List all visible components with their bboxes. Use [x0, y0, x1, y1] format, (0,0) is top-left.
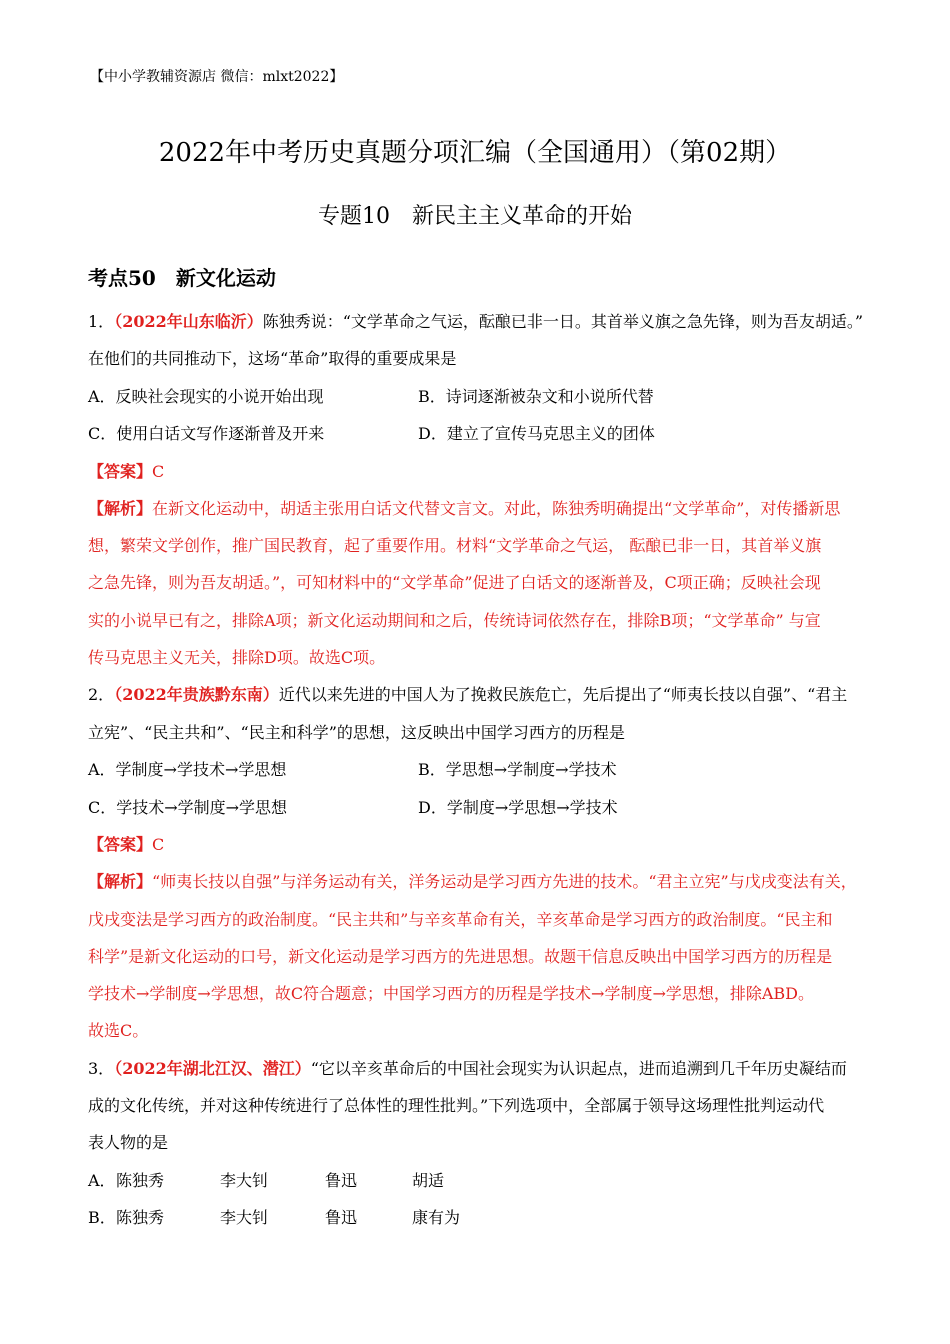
- q3-option-b-name: 陈独秀: [116, 1208, 165, 1227]
- q2-analysis-label: 【解析】: [88, 872, 153, 891]
- q2-option-d: D．学制度→学思想→学技术: [418, 798, 618, 817]
- q1-stem-text: 陈独秀说：“文学革命之气运，酝酿已非一日。其首举义旗之急先锋，则为吾友胡适。”: [262, 312, 864, 331]
- q2-option-b: B．学思想→学制度→学技术: [418, 760, 617, 779]
- q3-option-b-name: 李大钊: [220, 1208, 269, 1227]
- q3-option-a-name: 胡适: [412, 1171, 445, 1190]
- q1-analysis-line-1: [88, 496, 840, 519]
- q2-source: （2022年贵族黔东南）: [114, 685, 279, 704]
- q2-answer-label: 【答案】: [88, 835, 153, 854]
- q1-stem-line-1: [88, 309, 863, 332]
- q1-analysis-line-4: 实的小说早已有之，排除A项；新文化运动期间和之后，传统诗词依然存在，排除B项；“文学革命” 与宣: [88, 611, 821, 630]
- q3-stem-line-1: [88, 1056, 847, 1079]
- q2-option-a: A．学制度→学技术→学思想: [88, 760, 287, 779]
- header-tag: 【中小学教辅资源店 微信：mlxt2022】: [90, 69, 344, 85]
- q1-number: 1．: [88, 312, 115, 331]
- q1-option-d: D．建立了宣传马克思主义的团体: [418, 424, 655, 443]
- q2-analysis-line-4: 学技术→学制度→学思想，故C符合题意；中国学习西方的历程是学技术→学制度→学思想，排除ABD。: [88, 984, 815, 1003]
- q1-answer-value: C: [152, 462, 165, 481]
- q3-source: （2022年湖北江汉、潜江）: [114, 1059, 311, 1078]
- page-subtitle: 专题10 新民主主义革命的开始: [318, 204, 632, 229]
- q1-analysis-line-2: 想，繁荣文学创作，推广国民教育，起了重要作用。材料“文学革命之气运， 酝酿已非一日，其首举义旗: [88, 536, 822, 555]
- q1-answer-label: 【答案】: [88, 462, 153, 481]
- q1-stem-line-2: 在他们的共同推动下，这场“革命”取得的重要成果是: [88, 349, 457, 368]
- q1-analysis-line-3: 之急先锋，则为吾友胡适。”，可知材料中的“文学革命”促进了白话文的逐渐普及，C项正确；反映社会现: [88, 573, 821, 592]
- q3-stem-line-3: 表人物的是: [88, 1133, 169, 1152]
- q3-option-a-name: 李大钊: [220, 1171, 269, 1190]
- q3-option-a-name: 鲁迅: [325, 1171, 358, 1190]
- q2-answer: [88, 832, 164, 855]
- q3-stem-line-2: 成的文化传统，并对这种传统进行了总体性的理性批判。”下列选项中，全部属于领导这场理性批判运动代: [88, 1096, 825, 1115]
- q3-stem-text: “它以辛亥革命后的中国社会现实为认识起点，进而追溯到几千年历史凝结而: [310, 1059, 847, 1078]
- q2-stem-line-1: [88, 682, 847, 705]
- q2-stem-text: 近代以来先进的中国人为了挽救民族危亡，先后提出了“师夷长技以自强”、“君主: [278, 685, 848, 704]
- q1-analysis-line-5: 传马克思主义无关，排除D项。故选C项。: [88, 648, 386, 667]
- q2-stem-line-2: 立宪”、“民主共和”、“民主和科学”的思想，这反映出中国学习西方的历程是: [88, 723, 625, 742]
- page-title: 2022年中考历史真题分项汇编（全国通用）（第02期）: [158, 138, 792, 168]
- section-heading: 考点50 新文化运动: [88, 266, 276, 290]
- q1-source: （2022年山东临沂）: [114, 312, 263, 331]
- q3-option-b-name: 康有为: [412, 1208, 461, 1227]
- q2-number: 2．: [88, 685, 115, 704]
- q2-analysis-line-2: 戊戌变法是学习西方的政治制度。“民主共和”与辛亥革命有关，辛亥革命是学习西方的政治制度。“民主和: [88, 910, 833, 929]
- q2-option-c: C．学技术→学制度→学思想: [88, 798, 288, 817]
- q3-option-b-label: B．: [88, 1208, 116, 1227]
- q1-option-c: C．使用白话文写作逐渐普及开来: [88, 424, 325, 443]
- q2-answer-value: C: [152, 835, 165, 854]
- q1-analysis-text: 在新文化运动中，胡适主张用白话文代替文言文。对此，陈独秀明确提出“文学革命”，对传播新思: [152, 499, 841, 518]
- q3-option-a-name: 陈独秀: [116, 1171, 165, 1190]
- q2-analysis-line-3: 科学”是新文化运动的口号，新文化运动是学习西方的先进思想。故题干信息反映出中国学习西方的历程是: [88, 947, 833, 966]
- q1-option-a: A．反映社会现实的小说开始出现: [88, 387, 324, 406]
- q2-analysis-line-1: [88, 869, 857, 892]
- q1-option-b: B．诗词逐渐被杂文和小说所代替: [418, 387, 654, 406]
- q1-analysis-label: 【解析】: [88, 499, 153, 518]
- q3-option-b-name: 鲁迅: [325, 1208, 358, 1227]
- q2-analysis-line-5: 故选C。: [88, 1021, 149, 1040]
- q3-number: 3．: [88, 1059, 115, 1078]
- q1-answer: [88, 459, 164, 482]
- q3-option-a-label: A．: [88, 1171, 116, 1190]
- q2-analysis-text: “师夷长技以自强”与洋务运动有关，洋务运动是学习西方先进的技术。“君主立宪”与戊戌变法有关，: [152, 872, 857, 891]
